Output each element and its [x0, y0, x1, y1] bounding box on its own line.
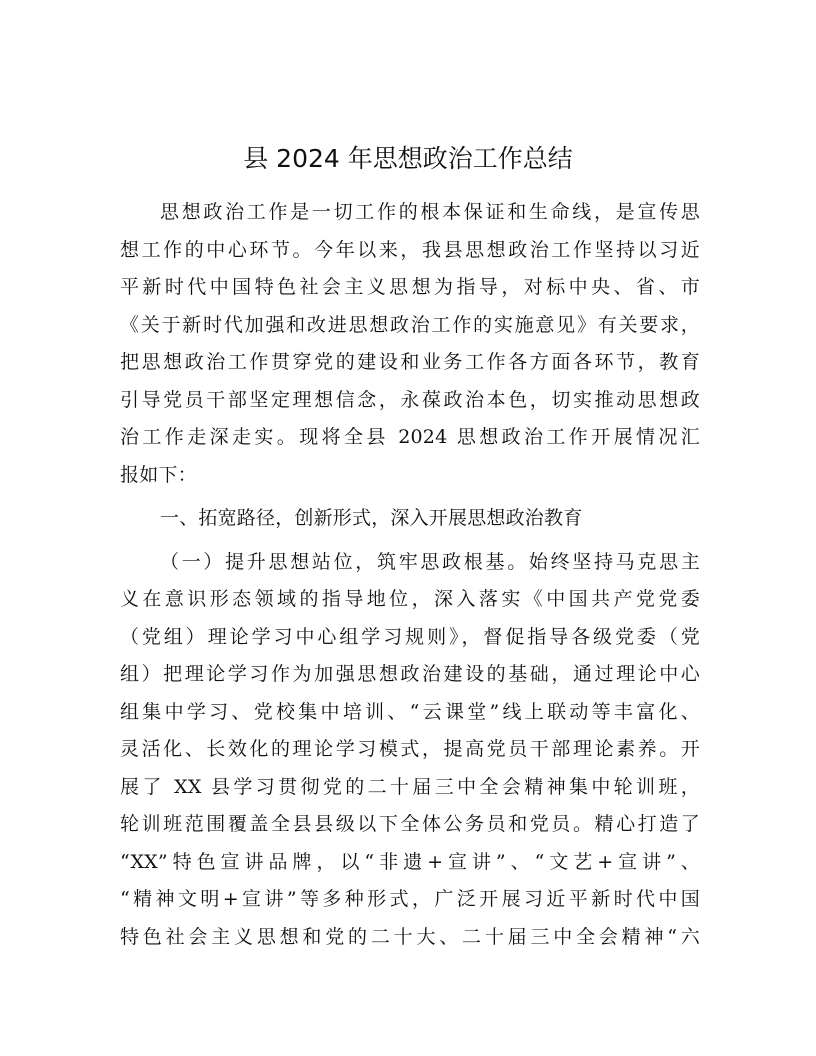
text-line: 灵活化、长效化的理论学习模式，提高党员干部理论素养。开: [120, 738, 700, 760]
text-line: “XX”特色宣讲品牌，以“非遗+宣讲”、“文艺+宣讲”、: [120, 850, 700, 873]
text-line: 想工作的中心环节。今年以来，我县思想政治工作坚持以习近: [120, 238, 700, 261]
text-line: 组集中学习、党校集中培训、“云课堂”线上联动等丰富化、: [120, 700, 700, 723]
text-line: 特色社会主义思想和党的二十大、二十届三中全会精神“六: [120, 925, 700, 948]
text-line: “精神文明+宣讲”等多种形式，广泛开展习近平新时代中国: [120, 888, 700, 910]
text-line: （党组）理论学习中心组学习规则》，督促指导各级党委（党: [120, 625, 700, 648]
text-line: 思想政治工作是一切工作的根本保证和生命线，是宣传思: [160, 201, 700, 223]
text-line: 组）把理论学习作为加强思想政治建设的基础，通过理论中心: [120, 663, 700, 685]
text-line: 报如下：: [120, 463, 197, 486]
text-line: 引导党员干部坚定理想信念，永葆政治本色，切实推动思想政: [120, 388, 700, 411]
text-line: 把思想政治工作贯穿党的建设和业务工作各方面各环节，教育: [120, 351, 700, 373]
text-line: 《关于新时代加强和改进思想政治工作的实施意见》有关要求，: [120, 313, 700, 336]
text-line: 治工作走深走实。现将全县 2024 思想政治工作开展情况汇: [120, 426, 700, 448]
paragraph-intro: [120, 194, 700, 494]
section-heading-text: 一、拓宽路径，创新形式，深入开展思想政治教育: [160, 507, 583, 529]
text-line: 平新时代中国特色社会主义思想为指导，对标中央、省、市: [120, 276, 700, 298]
text-line: 轮训班范围覆盖全县县级以下全体公务员和党员。精心打造了: [120, 813, 700, 835]
text-line: 义在意识形态领域的指导地位，深入落实《中国共产党党委: [120, 588, 700, 610]
document-title: 县 2024 年思想政治工作总结: [243, 144, 573, 173]
paragraph-subsection-1: [120, 544, 700, 957]
section-heading: [120, 500, 700, 538]
document-body: [120, 194, 700, 956]
text-line: 展了 XX 县学习贯彻党的二十届三中全会精神集中轮训班，: [120, 775, 700, 798]
text-line: （一）提升思想站位，筑牢思政根基。始终坚持马克思主: [160, 550, 700, 573]
